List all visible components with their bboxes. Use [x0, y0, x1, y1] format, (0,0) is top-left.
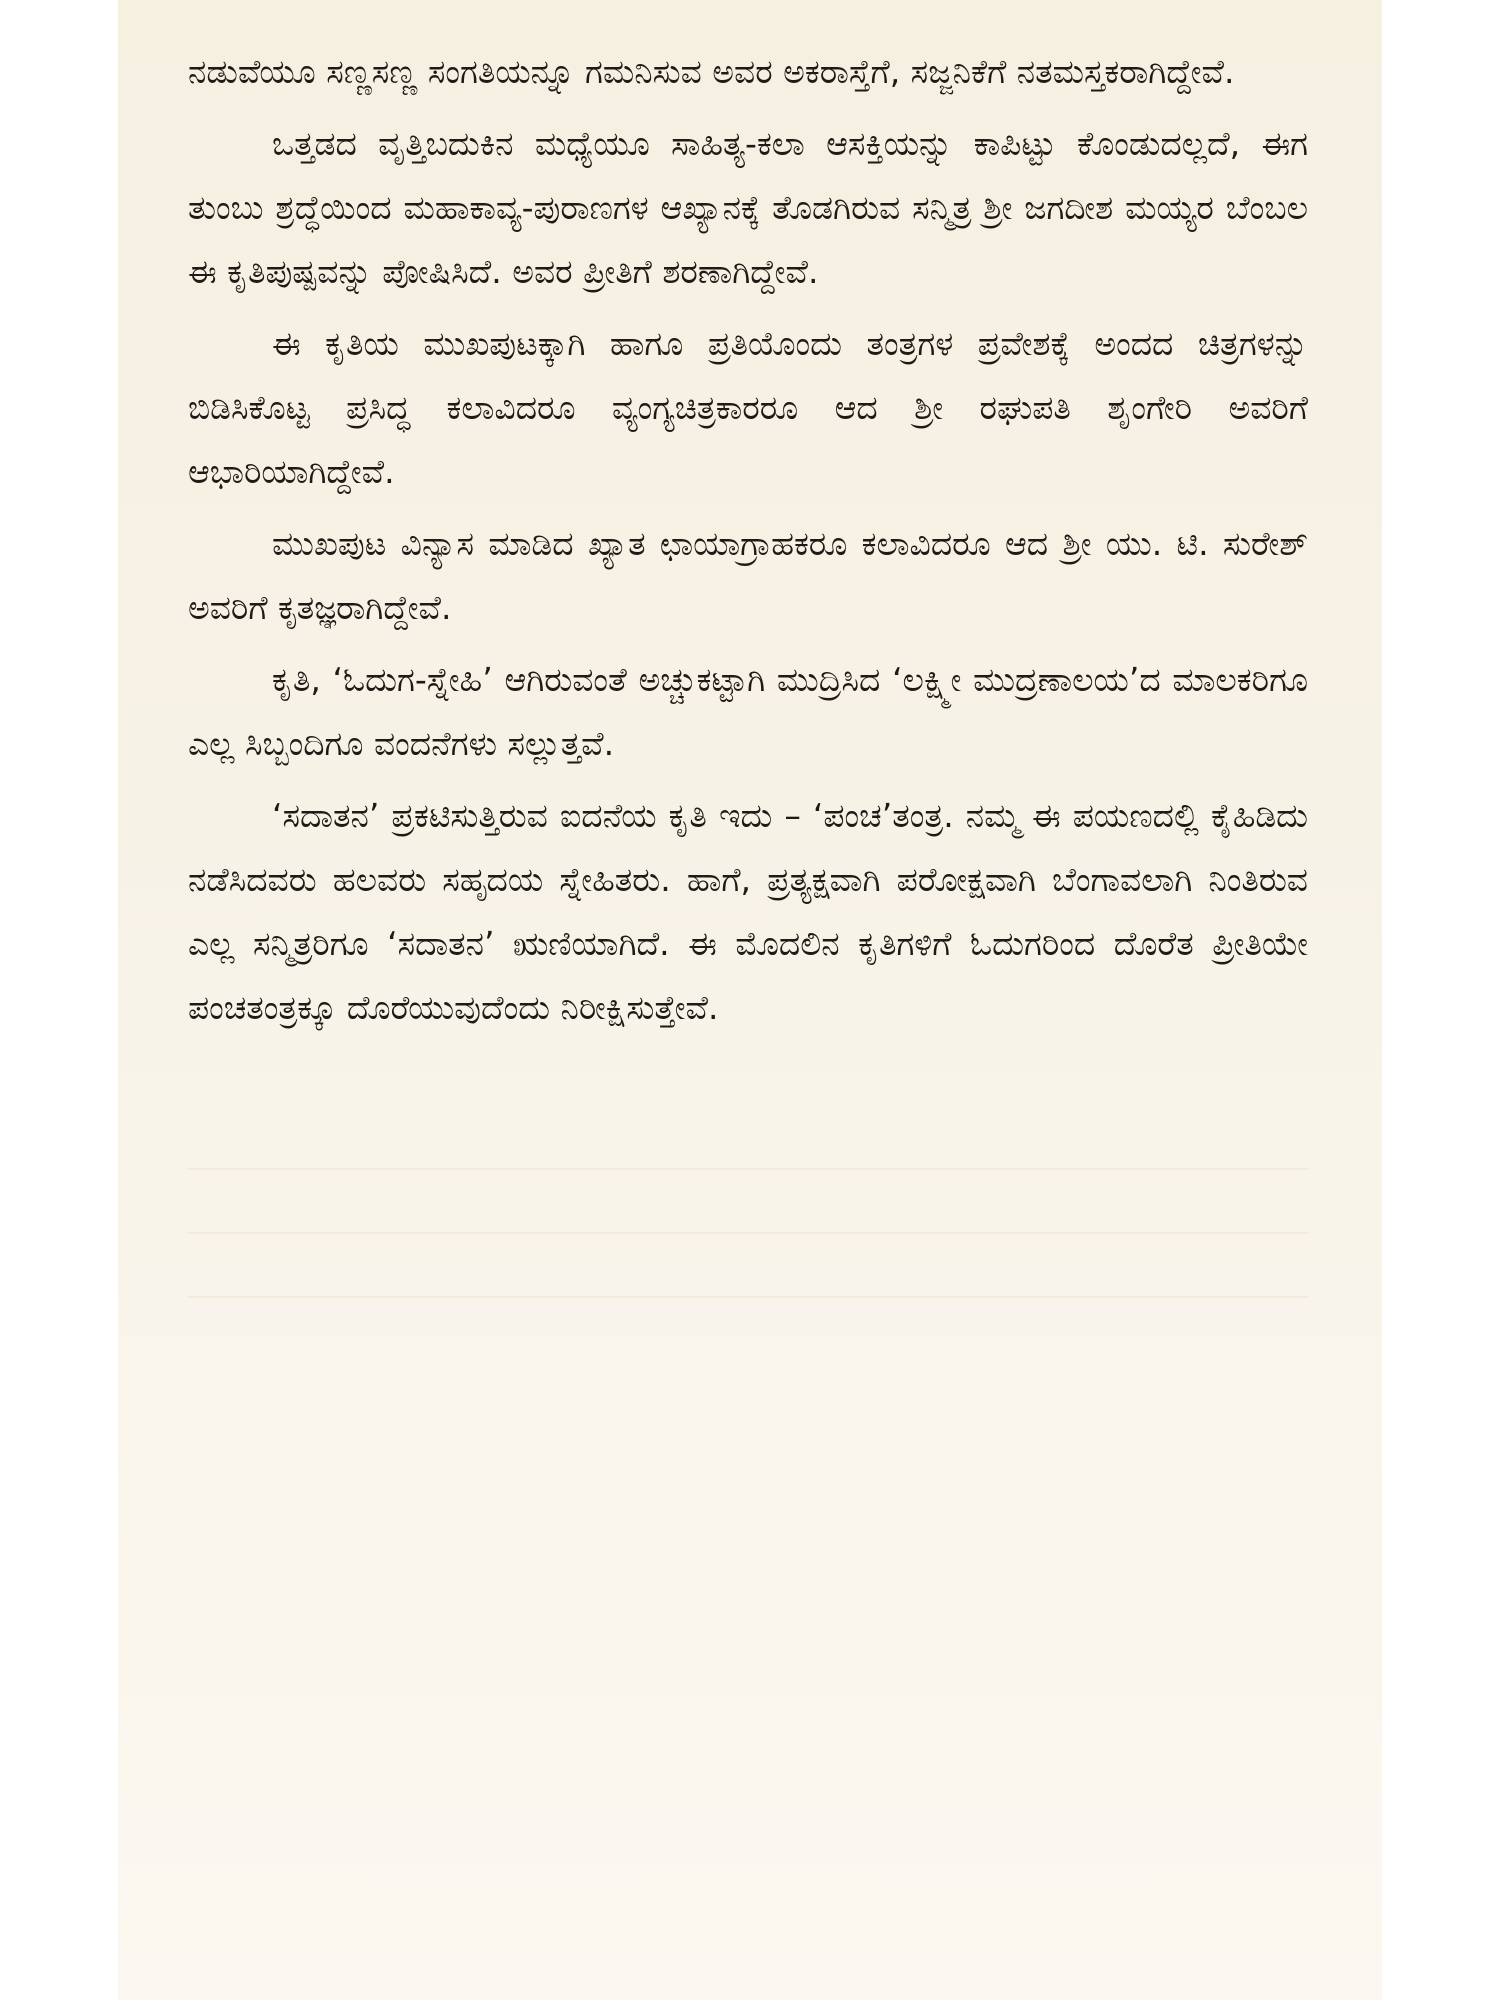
paragraph-raghupathi-shringeri: ಈ ಕೃತಿಯ ಮುಖಪುಟಕ್ಕಾಗಿ ಹಾಗೂ ಪ್ರತಿಯೊಂದು ತಂತ್ರಗಳ ಪ್ರವೇಶಕ್ಕೆ ಅಂದದ ಚಿತ್ರಗಳನ್ನು ಬಿಡಿಸಿಕೊಟ್ಟ ಪ್ರಸಿದ್ಧ ಕಲಾವಿದರೂ ವ್ಯಂಗ್ಯಚಿತ್ರಕಾರರೂ ಆದ ಶ್ರೀ ರಘುಪತಿ ಶೃಂಗೇರಿ ಅವರಿಗೆ ಆಭಾರಿಯಾಗಿದ್ದೇವೆ.: [188, 324, 1308, 491]
paragraph-sadatana: ‘ಸದಾತನ’ ಪ್ರಕಟಿಸುತ್ತಿರುವ ಐದನೆಯ ಕೃತಿ ಇದು – ‘ಪಂಚ’ತಂತ್ರ. ನಮ್ಮ ಈ ಪಯಣದಲ್ಲಿ ಕೈಹಿಡಿದು ನಡೆಸಿದವರು ಹಲವರು ಸಹೃದಯ ಸ್ನೇಹಿತರು. ಹಾಗೆ, ಪ್ರತ್ಯಕ್ಷವಾಗಿ ಪರೋಕ್ಷವಾಗಿ ಬೆಂಗಾವಲಾಗಿ ನಿಂತಿರುವ ಎಲ್ಲ ಸನ್ಮಿತ್ರರಿಗೂ ‘ಸದಾತನ’ ಋಣಿಯಾಗಿದೆ. ಈ ಮೊದಲಿನ ಕೃತಿಗಳಿಗೆ ಓದುಗರಿಂದ ದೊರೆತ ಪ್ರೀತಿಯೇ ಪಂಚತಂತ್ರಕ್ಕೂ ದೊರೆಯುವುದೆಂದು ನಿರೀಕ್ಷಿಸುತ್ತೇವೆ.: [188, 796, 1308, 1027]
paragraph-jagadeesha-mayya: ಒತ್ತಡದ ವೃತ್ತಿಬದುಕಿನ ಮಧ್ಯೆಯೂ ಸಾಹಿತ್ಯ-ಕಲಾ ಆಸಕ್ತಿಯನ್ನು ಕಾಪಿಟ್ಟು ಕೊಂಡುದಲ್ಲದೆ, ಈಗ ತುಂಬು ಶ್ರದ್ಧೆಯಿಂದ ಮಹಾಕಾವ್ಯ-ಪುರಾಣಗಳ ಆಖ್ಯಾನಕ್ಕೆ ತೊಡಗಿರುವ ಸನ್ಮಿತ್ರ ಶ್ರೀ ಜಗದೀಶ ಮಯ್ಯರ ಬೆಂಬಲ ಈ ಕೃತಿಪುಷ್ಪವನ್ನು ಪೋಷಿಸಿದೆ. ಅವರ ಪ್ರೀತಿಗೆ ಶರಣಾಗಿದ್ದೇವೆ.: [188, 124, 1308, 291]
paragraph-lakshmi-press: ಕೃತಿ, ‘ಓದುಗ-ಸ್ನೇಹಿ’ ಆಗಿರುವಂತೆ ಅಚ್ಚುಕಟ್ಟಾಗಿ ಮುದ್ರಿಸಿದ ‘ಲಕ್ಷ್ಮೀ ಮುದ್ರಣಾಲಯ’ದ ಮಾಲಕರಿಗೂ ಎಲ್ಲ ಸಿಬ್ಬಂದಿಗೂ ವಂದನೆಗಳು ಸಲ್ಲುತ್ತವೆ.: [188, 660, 1308, 763]
book-page: [118, 0, 1382, 2000]
show-through-line: [188, 1232, 1308, 1234]
paragraph-continued: ನಡುವೆಯೂ ಸಣ್ಣಸಣ್ಣ ಸಂಗತಿಯನ್ನೂ ಗಮನಿಸುವ ಅವರ ಅಕರಾಸ್ತೆಗೆ, ಸಜ್ಜನಿಕೆಗೆ ನತಮಸ್ತಕರಾಗಿದ್ದೇವೆ.: [188, 52, 1235, 91]
paragraph-ut-suresh: ಮುಖಪುಟ ವಿನ್ಯಾಸ ಮಾಡಿದ ಖ್ಯಾತ ಛಾಯಾಗ್ರಾಹಕರೂ ಕಲಾವಿದರೂ ಆದ ಶ್ರೀ ಯು. ಟಿ. ಸುರೇಶ್ ಅವರಿಗೆ ಕೃತಜ್ಞರಾಗಿದ್ದೇವೆ.: [188, 524, 1308, 627]
show-through-line: [188, 1296, 1308, 1298]
page-body: [188, 40, 1308, 1048]
show-through-line: [188, 1168, 1308, 1170]
